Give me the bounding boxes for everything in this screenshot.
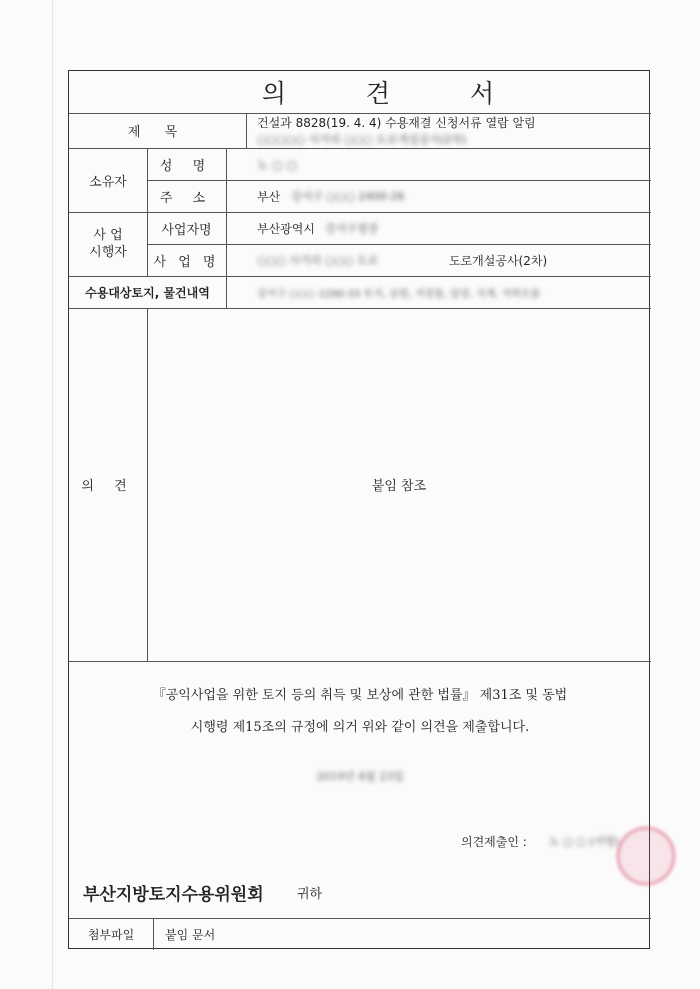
address-label: 주 소 bbox=[159, 190, 214, 206]
name-value: 노 ○ ○ bbox=[257, 157, 298, 172]
subject-label: 제 목 bbox=[127, 125, 188, 140]
project-label: 사 업 명 bbox=[153, 254, 220, 270]
recipient: 부산지방토지수용위원회 bbox=[83, 884, 264, 905]
value-column-divider bbox=[226, 148, 227, 308]
submission-date: 2019년 4월 23일 bbox=[316, 770, 404, 783]
attachment-label: 첨부파일 bbox=[87, 927, 135, 942]
recipient-suffix: 귀하 bbox=[297, 886, 323, 902]
page-edge bbox=[52, 0, 53, 989]
opinion-form bbox=[68, 70, 650, 949]
statement-line1: 『공익사업을 위한 토지 등의 취득 및 보상에 관한 법률』 제31조 및 동법 bbox=[152, 688, 568, 703]
land-value: 강서구 ○○○ 1290-33 토지, 공원, 지장물, 담장, 식재, 지하모물 bbox=[257, 288, 541, 300]
seal-stamp bbox=[617, 827, 675, 885]
project-name-suffix: 도로개설공사(2차) bbox=[449, 253, 548, 268]
operator-label: 사 업 시행자 bbox=[89, 228, 127, 260]
address-value: 강서구 ○○○ 2400-26 bbox=[291, 190, 405, 203]
operator-name-label: 사업자명 bbox=[161, 222, 212, 238]
submitter-name: 노 ○ ○ (서명) bbox=[549, 835, 620, 848]
statement-line2: 시행령 제15조의 규정에 의거 위와 같이 의견을 제출합니다. bbox=[190, 720, 530, 735]
subject-line1: 건설과 8828(19. 4. 4) 수용재결 신청서류 열람 알림 bbox=[257, 116, 536, 130]
project-name-blurred: ○○○ 사거리 ○○○ 도로 bbox=[257, 254, 379, 267]
attachment-value: 붙임 문서 bbox=[165, 927, 216, 942]
opinion-value: 붙임 참조 bbox=[371, 479, 427, 494]
attachment-column-divider bbox=[153, 918, 154, 950]
form-title: 의 견 서 bbox=[261, 79, 531, 108]
owner-label: 소유자 bbox=[89, 174, 127, 190]
subject-column-divider bbox=[246, 113, 247, 148]
operator-name-prefix: 부산광역시 bbox=[257, 221, 315, 236]
name-label: 성 명 bbox=[159, 158, 214, 174]
operator-name-value: 강서구청장 bbox=[325, 222, 379, 235]
opinion-label: 의 견 bbox=[81, 479, 135, 494]
subject-line2: ○○○○○ 사거리 ○○○ 도로개설공사(2차) bbox=[257, 133, 467, 146]
land-label: 수용대상토지, 물건내역 bbox=[85, 285, 210, 300]
submitter-label: 의견제출인 : bbox=[461, 834, 527, 849]
address-prefix: 부산 bbox=[257, 189, 281, 204]
opinion-divider bbox=[69, 661, 651, 662]
